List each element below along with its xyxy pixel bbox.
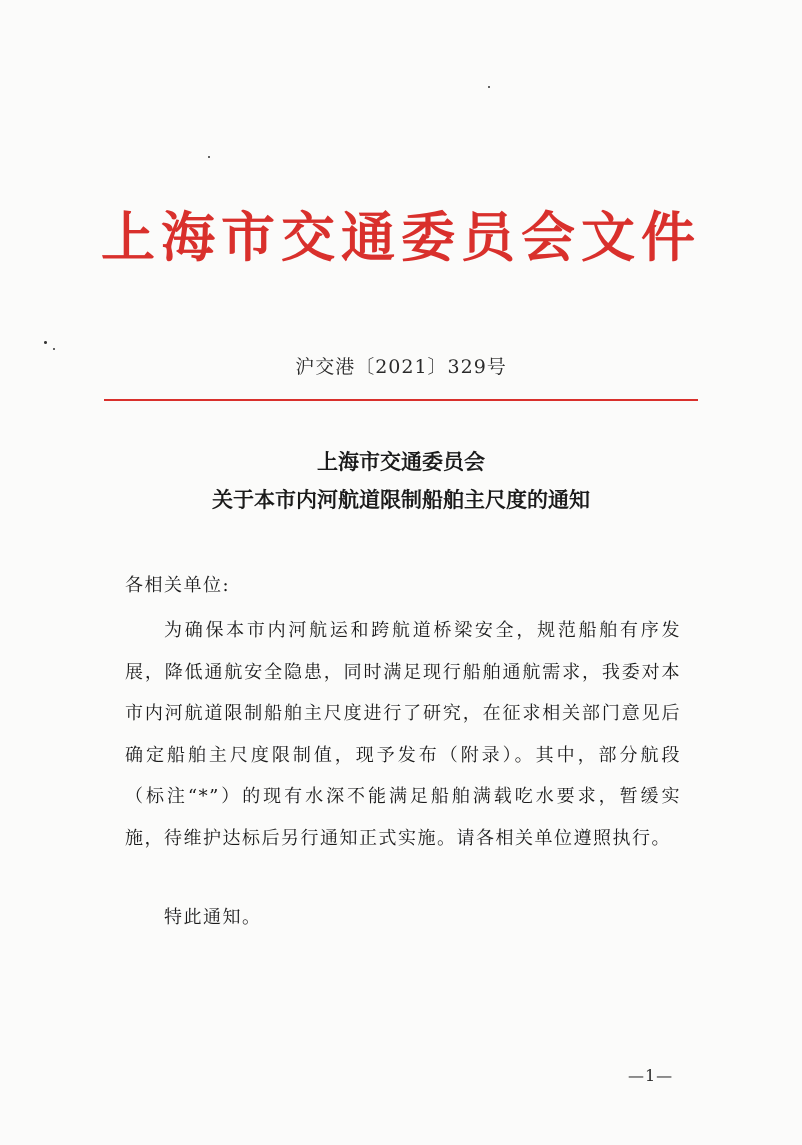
closing-line: 特此通知。 <box>164 907 262 928</box>
title-line-2: 关于本市内河航道限制船舶主尺度的通知 <box>212 487 590 512</box>
scan-speck <box>44 341 47 344</box>
body-paragraph: 为确保本市内河航运和跨航道桥梁安全，规范船舶有序发展，降低通航安全隐患，同时满足现行船舶通航需求，我委对本市内河航道限制船舶主尺度进行了研究，在征求相关部门意见后确定船舶主尺度限制值，现予发布（附录）。其中，部分航段（标注“*”）的现有水深不能满足船舶满载吃水要求，暂缓实施，待维护达标后另行通知正式实施。请各相关单位遵照执行。 <box>125 620 681 849</box>
title-line-1: 上海市交通委员会 <box>317 449 485 474</box>
salutation: 各相关单位: <box>125 575 231 596</box>
page-number: —1— <box>628 1066 674 1085</box>
scan-speck <box>208 156 210 158</box>
issuer-banner: 上海市交通委员会文件 <box>101 205 701 269</box>
red-divider <box>104 399 698 401</box>
scan-speck <box>488 86 490 88</box>
document-number: 沪交港〔2021〕329号 <box>295 356 507 378</box>
document-title <box>0 443 802 519</box>
scan-speck <box>53 348 55 350</box>
